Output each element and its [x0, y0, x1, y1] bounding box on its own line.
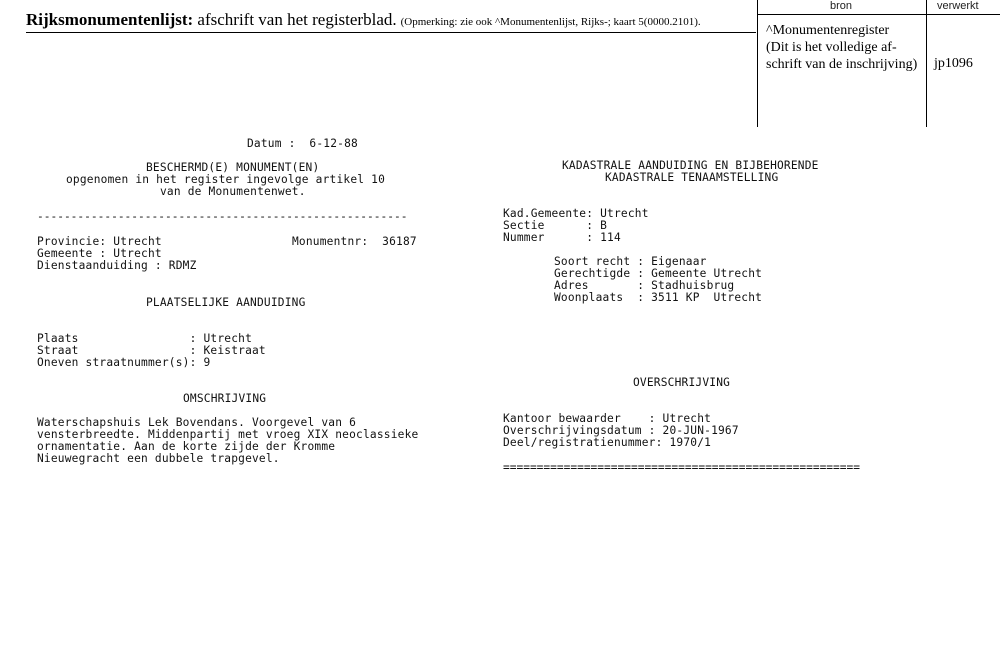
- omschrijving-heading: OMSCHRIJVING: [183, 392, 267, 405]
- box-divider: [926, 0, 927, 127]
- plaats-line: Straat : Keistraat: [37, 344, 266, 357]
- kadastrale-heading-line: KADASTRALE TENAAMSTELLING: [605, 171, 779, 184]
- kad-line: Kad.Gemeente: Utrecht: [503, 207, 649, 220]
- equals-divider: =====================================================: [503, 461, 860, 474]
- gemeente: Gemeente : Utrecht: [37, 247, 162, 260]
- column-header-verwerkt: verwerkt: [937, 0, 979, 12]
- document-title: [26, 10, 701, 30]
- heading-line: van de Monumentenwet.: [160, 185, 306, 198]
- box-left-border: [757, 0, 758, 127]
- bron-text: [766, 22, 926, 73]
- over-line: Deel/registratienummer: 1970/1: [503, 436, 712, 449]
- dash-divider: -------------------------------------------------------: [37, 210, 408, 223]
- header-rule: [26, 32, 756, 33]
- verwerkt-value: jp1096: [934, 56, 973, 71]
- recht-line: Woonplaats : 3511 KP Utrecht: [554, 291, 763, 304]
- title-note: (Opmerking: zie ook ^Monumentenlijst, Rijks-; kaart 5(0000.2101).: [400, 16, 701, 28]
- omschrijving-line: vensterbreedte. Middenpartij met vroeg XIX neoclassieke: [37, 428, 419, 441]
- monumentnr: Monumentnr: 36187: [292, 235, 417, 248]
- bron-line: schrift van de inschrijving): [766, 57, 918, 72]
- omschrijving-line: Nieuwegracht een dubbele trapgevel.: [37, 452, 280, 465]
- omschrijving-line: Waterschapshuis Lek Bovendans. Voorgevel van 6: [37, 416, 357, 429]
- kad-line: Sectie : B: [503, 219, 608, 232]
- heading-line: BESCHERMD(E) MONUMENT(EN): [146, 161, 320, 174]
- column-header-bron: bron: [830, 0, 853, 12]
- heading-line: opgenomen in het register ingevolge artikel 10: [66, 173, 386, 186]
- recht-line: Adres : Stadhuisbrug: [554, 279, 735, 292]
- bron-line: (Dit is het volledige af-: [766, 40, 897, 55]
- datum: Datum : 6-12-88: [247, 137, 358, 150]
- plaats-line: Oneven straatnummer(s): 9: [37, 356, 211, 369]
- title-bold: Rijksmonumentenlijst:: [26, 10, 194, 29]
- box-header-rule: [757, 14, 1000, 15]
- plaats-line: Plaats : Utrecht: [37, 332, 252, 345]
- bron-line: ^Monumentenregister: [766, 23, 890, 38]
- title-main: afschrift van het registerblad.: [193, 10, 397, 29]
- recht-line: Soort recht : Eigenaar: [554, 255, 707, 268]
- over-line: Overschrijvingsdatum : 20-JUN-1967: [503, 424, 739, 437]
- dienstaanduiding: Dienstaanduiding : RDMZ: [37, 259, 197, 272]
- overschrijving-heading: OVERSCHRIJVING: [633, 376, 731, 389]
- kadastrale-heading-line: KADASTRALE AANDUIDING EN BIJBEHORENDE: [562, 159, 819, 172]
- kad-line: Nummer : 114: [503, 231, 621, 244]
- recht-line: Gerechtigde : Gemeente Utrecht: [554, 267, 763, 280]
- plaatselijke-heading: PLAATSELIJKE AANDUIDING: [146, 296, 306, 309]
- over-line: Kantoor bewaarder : Utrecht: [503, 412, 712, 425]
- omschrijving-line: ornamentatie. Aan de korte zijde der Kromme: [37, 440, 336, 453]
- provincie: Provincie: Utrecht: [37, 235, 162, 248]
